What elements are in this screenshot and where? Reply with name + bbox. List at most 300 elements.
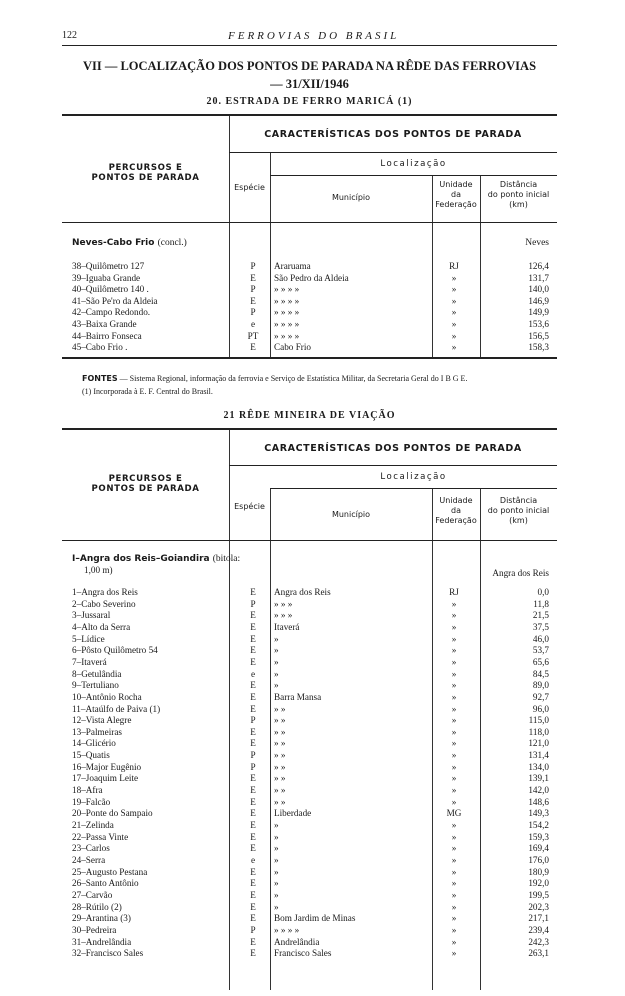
station-name: 40–Quilômetro 140 . <box>72 284 149 295</box>
municipality: » <box>274 656 279 667</box>
municipality: » » » » <box>274 319 300 329</box>
municipality: » <box>274 843 279 854</box>
section-name <box>72 238 187 249</box>
table-row <box>62 727 557 738</box>
federation-unit: » <box>451 761 457 772</box>
table-row <box>62 785 557 796</box>
distance: 89,0 <box>532 680 549 691</box>
station-type: P <box>250 284 256 295</box>
header-rule <box>62 45 557 46</box>
unidade-header <box>432 496 480 526</box>
station-name: 42–Campo Redondo. <box>72 307 151 318</box>
municipality: » <box>274 633 279 644</box>
table-row <box>62 937 557 948</box>
station-type: P <box>250 924 256 935</box>
federation-unit: » <box>451 843 457 854</box>
table-top-rule <box>62 428 557 430</box>
distance: 158,3 <box>528 342 549 353</box>
station-name: 2–Cabo Severino <box>72 598 136 609</box>
station-type: P <box>250 750 256 761</box>
station-name: 39–Iguaba Grande <box>72 272 141 283</box>
footnote: (1) Incorporada à E. F. Central do Brasil. <box>82 387 213 396</box>
station-name: 24–Serra <box>72 854 106 865</box>
municipality: » » » <box>274 610 293 621</box>
federation-unit: » <box>451 633 457 644</box>
station-name: 38–Quilômetro 127 <box>72 261 145 271</box>
table-row <box>62 867 557 878</box>
distance: 146,9 <box>528 295 549 306</box>
station-name: 4–Alto da Serra <box>72 621 131 632</box>
chapter-date: — 31/XII/1946 <box>270 77 349 91</box>
distance: 140,0 <box>528 284 549 295</box>
table-row <box>62 948 557 959</box>
municipality: » <box>274 878 279 889</box>
federation-unit: RJ <box>449 587 459 597</box>
station-name: 14–Glicério <box>72 738 116 749</box>
distance: 142,0 <box>528 785 549 796</box>
station-type: E <box>250 785 256 796</box>
table-row <box>62 797 557 808</box>
federation-unit: » <box>451 319 457 329</box>
distance: 192,0 <box>528 878 549 889</box>
federation-unit: » <box>451 330 457 341</box>
distance: 131,4 <box>528 750 549 761</box>
table-row <box>62 645 557 656</box>
unidade-line: Federação <box>435 516 477 525</box>
distance: 217,1 <box>528 913 549 924</box>
station-name: 15–Quatis <box>72 750 110 761</box>
table20-caption: 20. ESTRADA DE FERRO MARICÁ (1) <box>206 96 413 107</box>
station-name: 28–Rútilo (2) <box>72 901 122 912</box>
distance: 37,5 <box>532 621 549 632</box>
percursos-header-2: PONTOS DE PARADA <box>91 484 200 494</box>
table-row <box>62 855 557 866</box>
distance: 131,7 <box>528 272 549 283</box>
station-type: E <box>250 808 256 819</box>
municipality: » » <box>274 773 286 784</box>
distance: 239,4 <box>528 924 549 935</box>
table-top-rule <box>62 114 557 116</box>
federation-unit: » <box>451 796 457 807</box>
station-name: 9–Tertuliano <box>72 680 119 691</box>
station-type: E <box>250 726 256 737</box>
distancia-header <box>480 496 557 526</box>
table-row <box>62 890 557 901</box>
station-type: E <box>250 913 256 924</box>
unidade-line: da <box>451 190 461 199</box>
distance: 199,5 <box>528 889 549 900</box>
distancia-header <box>480 180 557 210</box>
table-row <box>62 692 557 703</box>
municipality: » » <box>274 738 286 749</box>
municipality: Barra Mansa <box>274 691 322 702</box>
distance: 118,0 <box>528 726 549 737</box>
station-name: 11–Ataúlfo de Paiva (1) <box>72 703 161 714</box>
federation-unit: » <box>451 703 457 714</box>
federation-unit: » <box>451 668 457 679</box>
section-bitola: (bitola: <box>212 554 241 564</box>
table-row <box>62 680 557 691</box>
header-rule <box>229 152 557 153</box>
station-name: 27–Carvão <box>72 889 113 900</box>
section-row <box>62 238 557 249</box>
table-row <box>62 715 557 726</box>
federation-unit: » <box>451 866 457 877</box>
station-type: E <box>250 936 256 947</box>
federation-unit: » <box>451 610 457 621</box>
municipio-header: Município <box>331 510 371 519</box>
federation-unit: » <box>451 750 457 761</box>
federation-unit: » <box>451 342 457 353</box>
distancia-line: (km) <box>509 516 528 525</box>
municipality: » » <box>274 796 286 807</box>
table-row <box>62 820 557 831</box>
municipality: » » » » <box>274 924 300 935</box>
municipality: » » <box>274 703 286 714</box>
station-type: E <box>250 656 256 667</box>
municipality: Itaverá <box>274 621 300 632</box>
section-note: (concl.) <box>157 238 187 248</box>
distance: 176,0 <box>528 854 549 865</box>
station-type: E <box>250 948 256 959</box>
federation-unit: » <box>451 738 457 749</box>
municipality: » » <box>274 726 286 737</box>
table-row <box>62 634 557 645</box>
table-row <box>62 319 557 330</box>
localizacao-header: Localização <box>380 472 447 482</box>
municipality: » <box>274 645 279 656</box>
federation-unit: » <box>451 680 457 691</box>
station-type: e <box>250 319 256 329</box>
table-row <box>62 342 557 353</box>
distance: 149,3 <box>528 808 549 819</box>
header-bottom-rule <box>62 222 557 223</box>
municipality: » » <box>274 785 286 796</box>
station-type: E <box>250 295 256 306</box>
section-gauge: 1,00 m) <box>84 565 113 575</box>
header-rule <box>270 175 557 176</box>
station-name: 13–Palmeiras <box>72 726 123 737</box>
section-name <box>72 554 240 565</box>
station-type: E <box>250 831 256 842</box>
station-name: 32–Francisco Sales <box>72 948 144 959</box>
station-type: E <box>250 342 256 353</box>
station-name: 18–Afra <box>72 785 103 796</box>
station-name: 45–Cabo Frio . <box>72 342 128 353</box>
station-name: 22–Passa Vinte <box>72 831 129 842</box>
table-row <box>62 738 557 749</box>
station-type: E <box>250 738 256 749</box>
table-row <box>62 913 557 924</box>
distance: 115,0 <box>528 715 549 726</box>
table-row <box>62 762 557 773</box>
distance: 65,6 <box>532 656 549 667</box>
page-number: 122 <box>62 30 77 41</box>
federation-unit: » <box>451 924 457 935</box>
station-name: 30–Pedreira <box>72 924 117 935</box>
distancia-line: do ponto inicial <box>487 506 550 515</box>
distance: 46,0 <box>532 633 549 644</box>
station-type: E <box>250 889 256 900</box>
station-name: 25–Augusto Pestana <box>72 866 148 877</box>
federation-unit: » <box>451 295 457 306</box>
station-type: E <box>250 878 256 889</box>
table-row <box>62 261 557 272</box>
federation-unit: » <box>451 878 457 889</box>
caracteristicas-header: CARACTERÍSTICAS DOS PONTOS DE PARADA <box>264 129 522 140</box>
federation-unit: » <box>451 691 457 702</box>
federation-unit: » <box>451 656 457 667</box>
percursos-header-2: PONTOS DE PARADA <box>91 173 200 183</box>
municipality: » <box>274 820 279 830</box>
station-name: 29–Arantina (3) <box>72 913 131 924</box>
station-name: 8–Getulândia <box>72 668 122 679</box>
running-title: FERROVIAS DO BRASIL <box>228 30 400 42</box>
table-row <box>62 657 557 668</box>
distance: 180,9 <box>528 866 549 877</box>
table-row <box>62 669 557 680</box>
distance: 126,4 <box>528 261 549 271</box>
section-row-2 <box>62 565 557 576</box>
municipality: Francisco Sales <box>274 948 332 959</box>
station-type: E <box>250 587 256 597</box>
sources-text: — Sistema Regional, informação da ferrovia e Serviço de Estatística Militar, da Secretaria Geral do I B G E. <box>119 374 468 383</box>
table-bottom-rule <box>62 357 557 359</box>
station-type: E <box>250 633 256 644</box>
distance: 121,0 <box>528 738 549 749</box>
table-row <box>62 296 557 307</box>
distance: 154,2 <box>528 820 549 830</box>
table-row <box>62 773 557 784</box>
municipality: Cabo Frio <box>274 342 312 353</box>
federation-unit: » <box>451 272 457 283</box>
federation-unit: » <box>451 913 457 924</box>
station-name: 17–Joaquim Leite <box>72 773 139 784</box>
table-row <box>62 610 557 621</box>
station-type: E <box>250 820 256 830</box>
station-name: 5–Lídice <box>72 633 105 644</box>
table-row <box>62 284 557 295</box>
station-name: 41–São Pe'ro da Aldeia <box>72 295 158 306</box>
chapter-title: VII — LOCALIZAÇÃO DOS PONTOS DE PARADA NA RÊDE DAS FERROVIAS <box>82 59 537 73</box>
caracteristicas-header: CARACTERÍSTICAS DOS PONTOS DE PARADA <box>264 443 522 454</box>
percursos-header: PERCURSOS E <box>108 474 183 484</box>
distance: 92,7 <box>532 691 549 702</box>
distance: 169,4 <box>528 843 549 854</box>
table-row <box>62 587 557 598</box>
station-type: E <box>250 773 256 784</box>
federation-unit: » <box>451 901 457 912</box>
municipality: » » » <box>274 598 293 609</box>
table-row <box>62 925 557 936</box>
station-name: 3–Jussaral <box>72 610 111 621</box>
distance: 53,7 <box>532 645 549 656</box>
federation-unit: RJ <box>449 261 459 271</box>
table-row <box>62 273 557 284</box>
station-type: E <box>250 621 256 632</box>
table-row <box>62 902 557 913</box>
federation-unit: » <box>451 726 457 737</box>
station-name: 7–Itaverá <box>72 656 107 667</box>
municipality: Andrelândia <box>274 936 320 947</box>
federation-unit: » <box>451 854 457 865</box>
municipality: » » <box>274 715 286 726</box>
header-rule <box>229 465 557 466</box>
municipality: » <box>274 668 279 679</box>
municipality: » <box>274 831 279 842</box>
table-row <box>62 843 557 854</box>
station-type: E <box>250 691 256 702</box>
station-name: 19–Falcão <box>72 796 111 807</box>
municipality: » » » » <box>274 307 300 318</box>
unidade-header <box>432 180 480 210</box>
federation-unit: » <box>451 773 457 784</box>
section-title: Neves-Cabo Frio <box>72 238 155 248</box>
municipality: São Pedro da Aldeia <box>274 272 349 283</box>
station-type: P <box>250 598 256 609</box>
distance: 263,1 <box>528 948 549 959</box>
table21-caption: 21 RÊDE MINEIRA DE VIAÇÃO <box>223 410 396 421</box>
station-type: PT <box>247 330 259 341</box>
section-origin: Angra dos Reis <box>492 568 549 578</box>
municipality: » » » » <box>274 284 300 295</box>
sources-label: FONTES <box>82 374 118 383</box>
municipality: » » <box>274 750 286 761</box>
distance: 242,3 <box>528 936 549 947</box>
municipality: Liberdade <box>274 808 312 819</box>
station-type: E <box>250 796 256 807</box>
distance: 153,6 <box>528 319 549 329</box>
station-type: E <box>250 272 256 283</box>
distance: 149,9 <box>528 307 549 318</box>
table-row <box>62 808 557 819</box>
federation-unit: » <box>451 831 457 842</box>
federation-unit: » <box>451 645 457 656</box>
station-type: E <box>250 645 256 656</box>
municipality: » <box>274 680 279 691</box>
station-type: P <box>250 715 256 726</box>
station-name: 21–Zelinda <box>72 820 114 830</box>
federation-unit: » <box>451 307 457 318</box>
distance: 134,0 <box>528 761 549 772</box>
table-row <box>62 307 557 318</box>
municipio-header: Município <box>331 193 371 202</box>
federation-unit: » <box>451 820 457 830</box>
station-name: 44–Bairro Fonseca <box>72 330 142 341</box>
header-rule <box>270 488 557 489</box>
federation-unit: » <box>451 785 457 796</box>
station-name: 12–Vista Alegre <box>72 715 132 726</box>
federation-unit: » <box>451 621 457 632</box>
municipality: » » <box>274 761 286 772</box>
federation-unit: » <box>451 948 457 959</box>
station-name: 6–Pôsto Quilômetro 54 <box>72 645 158 656</box>
unidade-line: da <box>451 506 461 515</box>
table-row <box>62 599 557 610</box>
distance: 159,3 <box>528 831 549 842</box>
municipality: Angra dos Reis <box>274 587 331 597</box>
municipality: » <box>274 889 279 900</box>
station-name: 31–Andrelândia <box>72 936 132 947</box>
municipality: » » » » <box>274 330 300 341</box>
table-row <box>62 331 557 342</box>
unidade-line: Federação <box>435 200 477 209</box>
station-type: P <box>250 307 256 318</box>
station-name: 20–Ponte do Sampaio <box>72 808 153 819</box>
distancia-line: Distância <box>499 496 538 505</box>
station-type: E <box>250 610 256 621</box>
station-type: E <box>250 866 256 877</box>
distance: 84,5 <box>532 668 549 679</box>
unidade-line: Unidade <box>439 180 473 189</box>
station-type: E <box>250 901 256 912</box>
section-title: I–Angra dos Reis–Goiandira <box>72 554 210 564</box>
station-type: e <box>250 854 256 865</box>
station-name: 1–Angra dos Reis <box>72 587 138 597</box>
distancia-line: do ponto inicial <box>487 190 550 199</box>
section-origin: Neves <box>525 238 549 248</box>
station-type: P <box>250 261 256 271</box>
municipality: » <box>274 854 279 865</box>
distance: 139,1 <box>528 773 549 784</box>
municipality: Bom Jardim de Minas <box>274 913 356 924</box>
percursos-header: PERCURSOS E <box>108 163 183 173</box>
municipality: » <box>274 866 279 877</box>
station-name: 10–Antônio Rocha <box>72 691 142 702</box>
station-name: 26–Santo Antônio <box>72 878 139 889</box>
station-type: e <box>250 668 256 679</box>
distancia-line: Distância <box>499 180 538 189</box>
distance: 21,5 <box>532 610 549 621</box>
municipality: Araruama <box>274 261 311 271</box>
station-name: 23–Carlos <box>72 843 110 854</box>
table-row <box>62 878 557 889</box>
federation-unit: » <box>451 598 457 609</box>
table-row <box>62 750 557 761</box>
federation-unit: MG <box>446 808 462 819</box>
station-type: P <box>250 761 256 772</box>
federation-unit: » <box>451 284 457 295</box>
station-name: 16–Major Eugênio <box>72 761 142 772</box>
especie-header: Espécie <box>234 183 265 192</box>
federation-unit: » <box>451 715 457 726</box>
localizacao-header: Localização <box>380 159 447 169</box>
federation-unit: » <box>451 889 457 900</box>
sources-note <box>82 374 552 383</box>
distance: 96,0 <box>532 703 549 714</box>
municipality: » <box>274 901 279 912</box>
station-name: 43–Baixa Grande <box>72 319 137 329</box>
station-type: E <box>250 680 256 691</box>
distance: 148,6 <box>528 796 549 807</box>
distance: 11,8 <box>533 598 549 609</box>
station-type: E <box>250 703 256 714</box>
distance: 156,5 <box>528 330 549 341</box>
section-row <box>62 554 557 565</box>
distancia-line: (km) <box>509 200 528 209</box>
municipality: » » » » <box>274 295 300 306</box>
table-row <box>62 704 557 715</box>
table-row <box>62 832 557 843</box>
federation-unit: » <box>451 936 457 947</box>
especie-header: Espécie <box>234 502 265 511</box>
distance: 202,3 <box>528 901 549 912</box>
header-bottom-rule <box>62 540 557 541</box>
table-row <box>62 622 557 633</box>
unidade-line: Unidade <box>439 496 473 505</box>
station-type: E <box>250 843 256 854</box>
distance: 0,0 <box>537 587 549 597</box>
